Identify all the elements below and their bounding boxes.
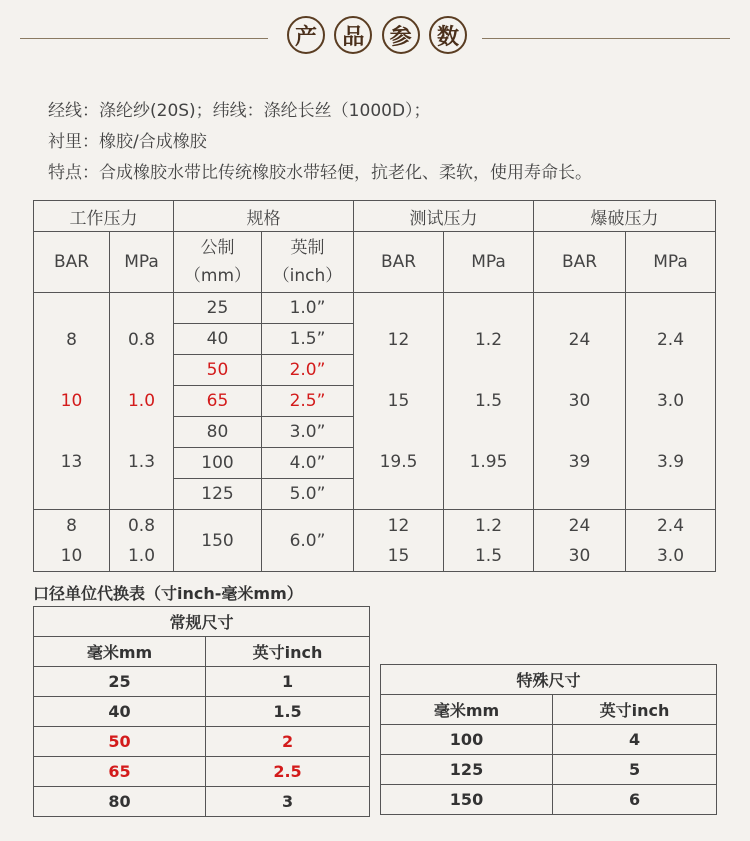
product-description — [48, 96, 728, 189]
burst-bar: 24 — [568, 515, 591, 536]
subheader-bar: BAR — [534, 232, 626, 293]
cell-mm-highlight: 50 — [34, 727, 206, 757]
header-working-pressure: 工作压力 — [34, 201, 174, 232]
subheader-mpa: MPa — [110, 232, 174, 293]
test-mpa: 1.95 — [469, 451, 508, 472]
table-row — [34, 667, 370, 697]
table-row — [34, 293, 716, 324]
burst-mpa: 3.9 — [656, 451, 685, 472]
header-burst-pressure: 爆破压力 — [534, 201, 716, 232]
burst-mpa-group1 — [626, 293, 716, 510]
table-row — [34, 697, 370, 727]
col-mm-header: 毫米mm — [34, 637, 206, 667]
table-row — [34, 727, 370, 757]
cell-inch: 1.5 — [206, 697, 370, 727]
metric-label: 公制 — [200, 238, 235, 258]
burst-mpa: 3.0 — [656, 545, 685, 566]
subheader-mpa: MPa — [444, 232, 534, 293]
subheader-bar: BAR — [34, 232, 110, 293]
title-rule-left — [20, 38, 268, 39]
burst-bar-group2 — [534, 510, 626, 572]
subheader-mpa: MPa — [626, 232, 716, 293]
regular-size-title: 常规尺寸 — [34, 607, 370, 637]
size-mm-highlight: 50 — [174, 355, 262, 386]
size-inch: 4.0” — [262, 448, 354, 479]
size-inch: 6.0” — [262, 510, 354, 572]
title-char: 参 — [382, 16, 420, 54]
subheader-imperial — [262, 232, 354, 293]
size-inch: 1.5” — [262, 324, 354, 355]
spec-table — [33, 200, 716, 572]
table-row — [34, 510, 716, 572]
cell-mm: 40 — [34, 697, 206, 727]
work-bar: 13 — [60, 451, 83, 472]
size-mm: 100 — [174, 448, 262, 479]
col-inch-header: 英寸inch — [206, 637, 370, 667]
col-inch-header: 英寸inch — [553, 695, 717, 725]
test-bar: 15 — [387, 390, 410, 411]
burst-mpa: 2.4 — [656, 515, 685, 536]
work-bar-group2 — [34, 510, 110, 572]
cell-mm: 125 — [381, 755, 553, 785]
header-row — [34, 201, 716, 232]
size-inch: 5.0” — [262, 479, 354, 510]
header-specification: 规格 — [174, 201, 354, 232]
test-mpa: 1.5 — [474, 390, 503, 411]
size-mm-highlight: 65 — [174, 386, 262, 417]
test-mpa: 1.2 — [474, 515, 503, 536]
title-char: 产 — [287, 16, 325, 54]
size-mm: 125 — [174, 479, 262, 510]
test-mpa-group1 — [444, 293, 534, 510]
work-bar-highlight: 10 — [60, 390, 83, 411]
burst-mpa: 2.4 — [656, 329, 685, 350]
cell-inch: 3 — [206, 787, 370, 817]
cell-inch: 5 — [553, 755, 717, 785]
test-mpa: 1.2 — [474, 329, 503, 350]
table-row — [381, 785, 717, 815]
test-bar: 19.5 — [379, 451, 418, 472]
title-char: 品 — [334, 16, 372, 54]
table-row — [34, 607, 370, 637]
burst-mpa-group2 — [626, 510, 716, 572]
imperial-label: 英制 — [290, 238, 325, 258]
special-size-title: 特殊尺寸 — [381, 665, 717, 695]
header-test-pressure: 测试压力 — [354, 201, 534, 232]
table-row — [34, 757, 370, 787]
burst-bar: 30 — [568, 390, 591, 411]
subheader-bar: BAR — [354, 232, 444, 293]
test-mpa: 1.5 — [474, 545, 503, 566]
table-row — [34, 787, 370, 817]
table-row — [381, 755, 717, 785]
subheader-metric — [174, 232, 262, 293]
work-mpa-group1 — [110, 293, 174, 510]
work-bar: 10 — [60, 545, 83, 566]
test-bar: 12 — [387, 515, 410, 536]
size-mm: 40 — [174, 324, 262, 355]
desc-warp-weft: 经线：涤纶纱(20S)；纬线：涤纶长丝（1000D）； — [48, 101, 431, 121]
burst-bar: 24 — [568, 329, 591, 350]
col-mm-header: 毫米mm — [381, 695, 553, 725]
cell-mm: 80 — [34, 787, 206, 817]
cell-mm: 100 — [381, 725, 553, 755]
table-row — [34, 637, 370, 667]
test-bar-group1 — [354, 293, 444, 510]
burst-mpa: 3.0 — [656, 390, 685, 411]
test-bar-group2 — [354, 510, 444, 572]
size-inch-highlight: 2.0” — [262, 355, 354, 386]
cell-inch: 1 — [206, 667, 370, 697]
work-bar: 8 — [66, 515, 77, 536]
table-row — [381, 695, 717, 725]
title-char: 数 — [429, 16, 467, 54]
work-bar-group1 — [34, 293, 110, 510]
title-rule-right — [482, 38, 730, 39]
size-inch-highlight: 2.5” — [262, 386, 354, 417]
work-mpa-group2 — [110, 510, 174, 572]
burst-bar: 39 — [568, 451, 591, 472]
work-mpa-highlight: 1.0 — [127, 390, 156, 411]
size-mm: 25 — [174, 293, 262, 324]
cell-inch: 4 — [553, 725, 717, 755]
size-mm: 80 — [174, 417, 262, 448]
cell-inch-highlight: 2 — [206, 727, 370, 757]
work-mpa: 1.3 — [127, 451, 156, 472]
cell-inch-highlight: 2.5 — [206, 757, 370, 787]
work-mpa: 0.8 — [127, 329, 156, 350]
subheader-row — [34, 232, 716, 293]
burst-bar: 30 — [568, 545, 591, 566]
cell-inch: 6 — [553, 785, 717, 815]
test-mpa-group2 — [444, 510, 534, 572]
desc-features: 特点：合成橡胶水带比传统橡胶水带轻便，抗老化、柔软，使用寿命长。 — [48, 163, 592, 183]
desc-lining: 衬里：橡胶/合成橡胶 — [48, 132, 207, 152]
test-bar: 15 — [387, 545, 410, 566]
test-bar: 12 — [387, 329, 410, 350]
table-row — [381, 725, 717, 755]
title-chars — [287, 16, 467, 60]
work-mpa: 0.8 — [127, 515, 156, 536]
cell-mm-highlight: 65 — [34, 757, 206, 787]
size-mm: 150 — [174, 510, 262, 572]
section-title — [0, 14, 750, 62]
cell-mm: 25 — [34, 667, 206, 697]
metric-unit: （mm） — [183, 266, 252, 286]
imperial-unit: （inch） — [272, 266, 343, 286]
work-bar: 8 — [66, 329, 77, 350]
special-size-table — [380, 664, 717, 815]
regular-size-table — [33, 606, 370, 817]
conversion-caption: 口径单位代换表（寸inch-毫米mm） — [33, 584, 303, 603]
work-mpa: 1.0 — [127, 545, 156, 566]
table-row — [381, 665, 717, 695]
cell-mm: 150 — [381, 785, 553, 815]
size-inch: 1.0” — [262, 293, 354, 324]
size-inch: 3.0” — [262, 417, 354, 448]
burst-bar-group1 — [534, 293, 626, 510]
